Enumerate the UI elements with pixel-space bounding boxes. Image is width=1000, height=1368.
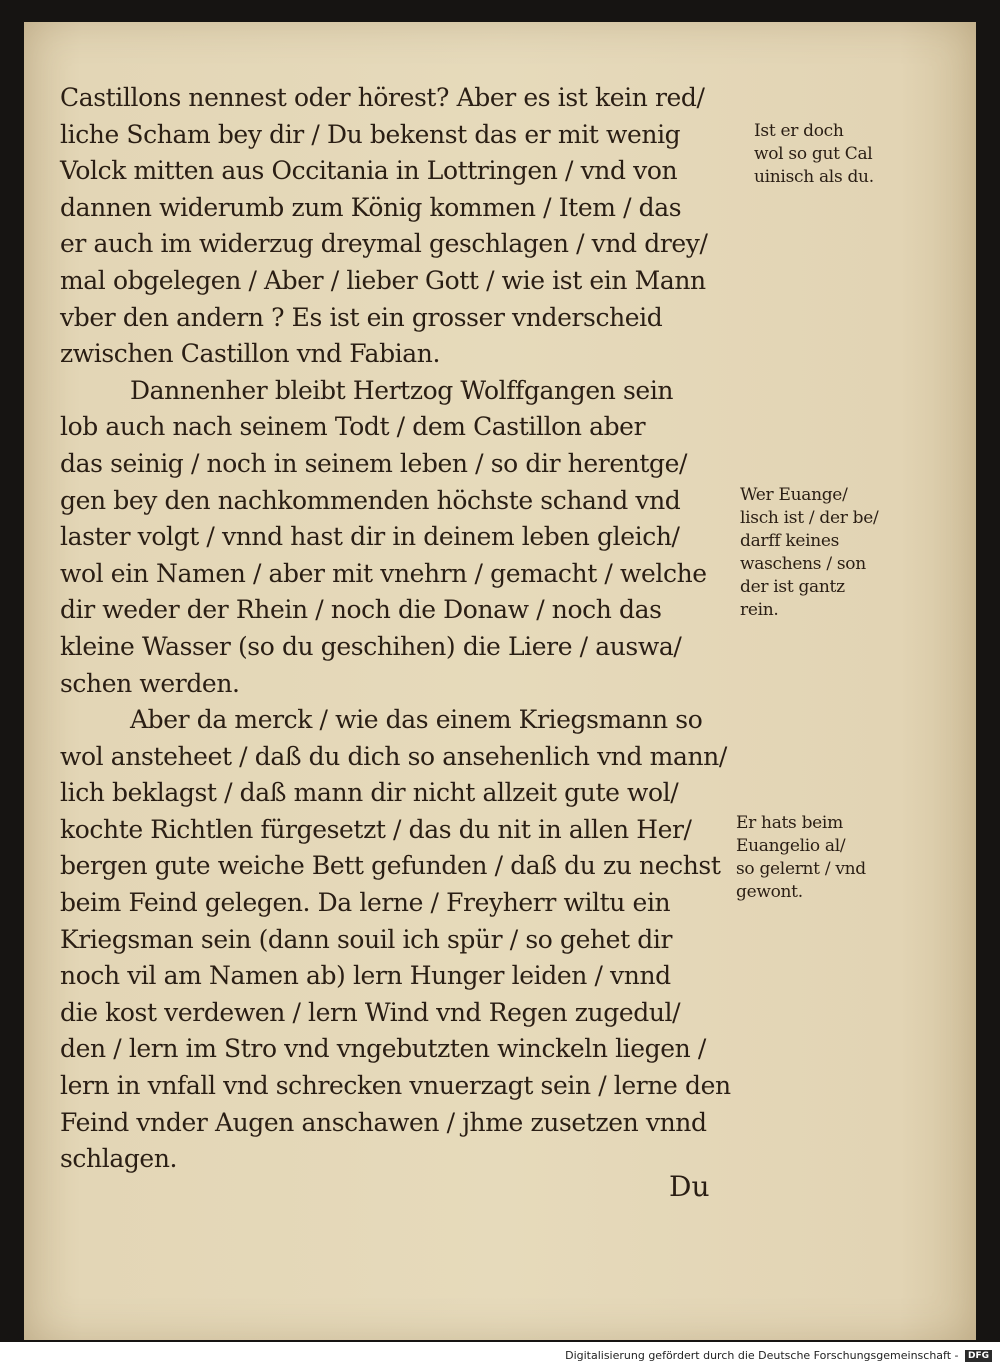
marginal-note-line: darff keines xyxy=(740,531,840,551)
marginal-note-line: Er hats beim xyxy=(736,813,843,833)
marginal-note-line: uinisch als du. xyxy=(754,167,874,187)
marginal-note-line: lisch ist / der be/ xyxy=(740,508,879,528)
text-line: kleine Wasser (so du geschihen) die Liere / auswa/ xyxy=(60,631,682,661)
text-line: lern in vnfall vnd schrecken vnuerzagt sein / lerne den xyxy=(60,1071,731,1101)
text-line: noch vil am Namen ab) lern Hunger leiden / vnnd xyxy=(60,961,671,991)
text-line: lich beklagst / daß mann dir nicht allzeit gute wol/ xyxy=(60,778,679,808)
text-line: wol ein Namen / aber mit vnehrn / gemacht / welche xyxy=(60,558,707,588)
text-line: schen werden. xyxy=(60,668,240,698)
text-line: Castillons nennest oder hörest? Aber es ist kein red/ xyxy=(60,83,705,112)
funding-credit-text: Digitalisierung gefördert durch die Deutsche Forschungsgemeinschaft - xyxy=(565,1349,959,1362)
text-line: er auch im widerzug dreymal geschlagen / vnd drey/ xyxy=(60,229,708,259)
text-line: zwischen Castillon vnd Fabian. xyxy=(60,339,441,369)
marginal-note-line: Wer Euange/ xyxy=(740,485,848,505)
text-line: vber den andern ? Es ist ein grosser vnderscheid xyxy=(60,302,663,332)
text-line: liche Scham bey dir / Du bekenst das er mit wenig xyxy=(60,119,681,149)
text-line: gen bey den nachkommenden höchste schand vnd xyxy=(60,485,681,515)
marginal-note-line: der ist gantz xyxy=(740,577,845,597)
funding-credit xyxy=(565,1349,992,1362)
text-line: kochte Richtlen fürgesetzt / das du nit in allen Her/ xyxy=(60,814,692,844)
marginal-note-line: Euangelio al/ xyxy=(736,836,846,856)
marginal-note-line: so gelernt / vnd xyxy=(736,859,866,879)
marginal-note-line: gewont. xyxy=(736,882,803,902)
text-line: schlagen. xyxy=(60,1144,178,1174)
paragraph-start-line: Dannenher bleibt Hertzog Wolffgangen sein xyxy=(130,375,674,405)
dfg-logo: DFG xyxy=(965,1350,992,1362)
marginal-note xyxy=(736,812,906,904)
paragraph-start-line: Aber da merck / wie das einem Kriegsmann so xyxy=(130,705,703,735)
book-page xyxy=(24,22,976,1340)
main-text-block xyxy=(60,80,770,1178)
text-line: bergen gute weiche Bett gefunden / daß du zu nechst xyxy=(60,851,721,881)
marginal-note-line: wol so gut Cal xyxy=(754,144,873,164)
text-line: laster volgt / vnnd hast dir in deinem leben gleich/ xyxy=(60,522,680,552)
marginal-note-line: rein. xyxy=(740,600,779,620)
text-line: den / lern im Stro vnd vngebutzten winckeln liegen / xyxy=(60,1034,706,1064)
text-line: lob auch nach seinem Todt / dem Castillon aber xyxy=(60,412,646,442)
marginal-note xyxy=(754,120,924,189)
text-line: wol ansteheet / daß du dich so ansehenlich vnd mann/ xyxy=(60,741,727,771)
text-line: Feind vnder Augen anschawen / jhme zusetzen vnnd xyxy=(60,1107,707,1137)
text-line: dir weder der Rhein / noch die Donaw / noch das xyxy=(60,595,662,625)
text-line: das seinig / noch in seinem leben / so dir herentge/ xyxy=(60,448,688,478)
text-line: die kost verdewen / lern Wind vnd Regen zugedul/ xyxy=(60,997,681,1027)
marginal-note-line: Ist er doch xyxy=(754,121,844,141)
text-line: dannen widerumb zum König kommen / Item / das xyxy=(60,192,682,222)
catchword: Du xyxy=(669,1170,710,1203)
text-line: beim Feind gelegen. Da lerne / Freyherr wiltu ein xyxy=(60,888,671,918)
marginal-note-line: waschens / son xyxy=(740,554,866,574)
text-line: Kriegsman sein (dann souil ich spür / so gehet dir xyxy=(60,924,673,954)
text-line: Volck mitten aus Occitania in Lottringen / vnd von xyxy=(60,156,678,186)
text-line: mal obgelegen / Aber / lieber Gott / wie ist ein Mann xyxy=(60,265,706,295)
marginal-note xyxy=(740,484,910,622)
